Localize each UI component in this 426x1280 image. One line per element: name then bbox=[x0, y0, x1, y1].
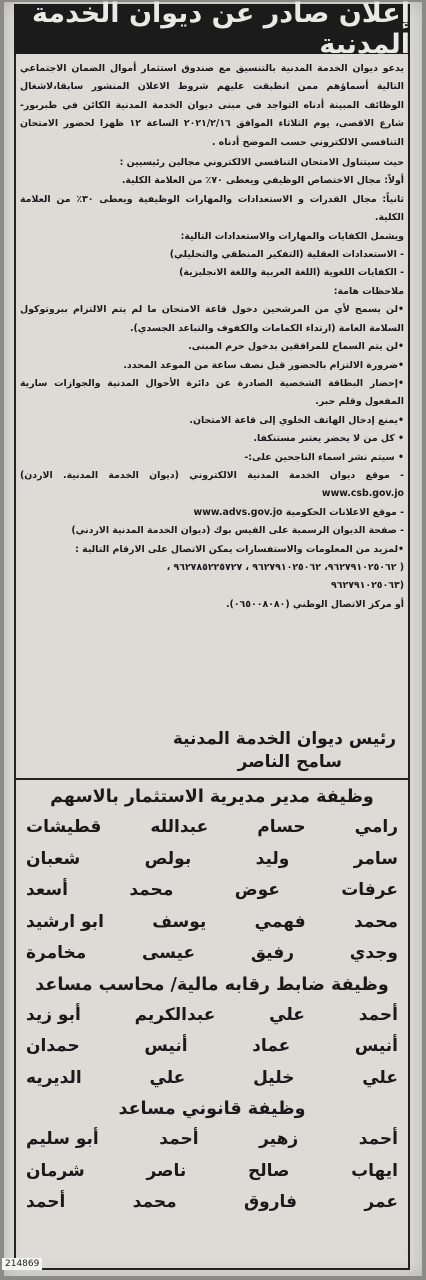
website-item bbox=[20, 504, 404, 522]
website-url: www.csb.gov.jo bbox=[321, 488, 404, 500]
candidates-list bbox=[26, 782, 398, 1219]
candidate-row bbox=[26, 1000, 398, 1032]
note-item: •يمنع إدخال الهاتف الخلوي إلى قاعة الامتحان. bbox=[189, 414, 404, 426]
candidate-name-part: قطيشات bbox=[26, 817, 102, 837]
candidate-name-part: أنيس bbox=[144, 1036, 188, 1056]
candidate-name-part: عماد bbox=[252, 1036, 291, 1056]
candidate-row bbox=[26, 1187, 398, 1219]
candidate-name-part: ناصر bbox=[146, 1160, 187, 1181]
candidate-name-part: ايهاب bbox=[351, 1160, 398, 1181]
candidate-name-part: عوض bbox=[234, 880, 280, 900]
candidate-name-part: فاروق bbox=[243, 1192, 298, 1212]
candidate-name-part: يوسف bbox=[152, 911, 207, 932]
candidate-name-part: أسعد bbox=[26, 880, 68, 900]
candidate-name-part: مخامرة bbox=[26, 943, 87, 963]
facebook-page-item: - صفحة الديوان الرسمية على الفيس بوك (ديوان الخدمة المدنية الاردني) bbox=[71, 525, 404, 537]
candidate-name-part: عيسى bbox=[142, 943, 196, 963]
candidate-name-part: عبدالله bbox=[150, 817, 209, 837]
candidate-row bbox=[26, 1156, 398, 1188]
candidate-name-part: زهير bbox=[259, 1129, 299, 1149]
signature-block bbox=[86, 728, 396, 774]
candidate-row bbox=[26, 1124, 398, 1156]
candidate-name-part: رامي bbox=[354, 817, 398, 837]
candidate-name-part: صالح bbox=[247, 1160, 290, 1181]
exam-field-2: ثانياً: مجال القدرات و الاستعدادات والمهارات الوظيفية ويعطى ٣٠٪ من العلامة الكلية. bbox=[20, 193, 405, 224]
note-item: •لن يسمح لأي من المرشحين دخول قاعة الامتحان ما لم يتم الالتزام ببروتوكول السلامة العامة (ارتداء الكمامات والكفوف والتباعد الجسدي). bbox=[20, 304, 404, 334]
candidate-row bbox=[26, 844, 398, 876]
phone-numbers: ( ٩٦٢٧٩١٠٢٥٠٦٢، ٩٦٢٧٩١٠٢٥٠٦٢ ، ٩٦٢٧٨٥٢٢٥٧٢٧ ، bbox=[166, 561, 404, 573]
phone-numbers: (٩٦٢٧٩١٠٢٥٠٦٣ bbox=[331, 580, 404, 592]
candidate-row bbox=[26, 907, 398, 939]
contact-intro: •لمزيد من المعلومات والاستفسارات يمكن الاتصال على الارقام التالية : bbox=[75, 543, 404, 555]
note-item: •لن يتم السماح للمرافقين بدخول حرم المبنى. bbox=[188, 341, 404, 353]
skill-item: - الكفايات اللغوية (اللغة العربية واللغة الانجليزية) bbox=[179, 267, 404, 279]
candidate-name-part: أبو سليم bbox=[26, 1129, 99, 1149]
website-item bbox=[20, 467, 404, 504]
job-title: وظيفة قانوني مساعد bbox=[118, 1099, 306, 1119]
note-item: • كل من لا يحضر يعتبر مستنكفا. bbox=[253, 433, 404, 445]
announcement-title: إعلان صادر عن ديوان الخدمة المدنية bbox=[14, 4, 410, 54]
exam-field-1: أولاً: مجال الاختصاص الوظيفي ويعطى ٧٠٪ من العلامة الكلية. bbox=[121, 175, 404, 187]
candidate-name-part: خليل bbox=[253, 1067, 295, 1088]
candidate-name-part: عمر bbox=[364, 1192, 398, 1212]
candidate-name-part: أحمد bbox=[358, 1129, 398, 1149]
candidate-name-part: علي bbox=[269, 1004, 305, 1025]
candidate-name-part: فهمي bbox=[254, 911, 306, 932]
candidate-row bbox=[26, 938, 398, 970]
candidate-name-part: أحمد bbox=[26, 1192, 66, 1212]
website-url: www.advs.gov.jo bbox=[193, 506, 283, 518]
candidate-name-part: ابو ارشيد bbox=[26, 911, 104, 932]
job-title: وظيفة ضابط رقابه مالية/ محاسب مساعد bbox=[35, 974, 389, 995]
ad-number: 214869 bbox=[2, 1258, 42, 1270]
note-item: •ضرورة الالتزام بالحضور قبل نصف ساعة من الموعد المحدد. bbox=[123, 359, 404, 371]
note-item: •إحضار البطاقة الشخصية الصادرة عن دائرة الأحوال المدنية والجوازات سارية المفعول وقلم حبر. bbox=[20, 377, 404, 408]
skills-intro: ويشمل الكفايات والمهارات والاستعدادات التالية: bbox=[180, 230, 404, 242]
national-call-center: أو مركز الاتصال الوطني (٠٦٥٠٠٨٠٨٠). bbox=[225, 598, 404, 610]
candidate-name-part: محمد bbox=[129, 880, 174, 900]
candidate-name-part: الديريه bbox=[26, 1067, 82, 1088]
candidate-name-part: بولص bbox=[144, 848, 192, 869]
candidate-name-part: علي bbox=[362, 1067, 398, 1088]
candidate-name-part: سامر bbox=[353, 848, 398, 869]
candidate-name-part: محمد bbox=[354, 911, 398, 932]
candidate-name-part: حمدان bbox=[26, 1036, 80, 1056]
candidate-name-part: أحمد bbox=[358, 1004, 398, 1025]
notes-title: ملاحظات هامة: bbox=[333, 285, 404, 297]
section-divider bbox=[14, 778, 410, 780]
announcement-body bbox=[20, 60, 404, 614]
intro-paragraph: يدعو ديوان الخدمة المدنية بالتنسيق مع صندوق استثمار أموال الضمان الاجتماعي التالية أسماؤهم ممن انطبقت عليهم شروط الاعلان المنشور سابقا،لاشغال الوظائف المبينة أدناه التواجد في مبنى ديوان الخدمة المدنية الكائن في طبربور- شارع الاقصى، يوم الثلاثاء الموافق ٢٠٢١/٢/١٦ الساعة ١٢ ظهرا لحضور الامتحان التنافسي الالكتروني حسب الموضح أدناه . bbox=[20, 63, 404, 148]
job-title: وظيفة مدير مديرية الاستثمار بالاسهم bbox=[50, 787, 374, 807]
candidate-name-part: أبو زيد bbox=[26, 1004, 81, 1025]
signature-name: سامح الناصر bbox=[237, 752, 342, 772]
candidate-name-part: شرمان bbox=[26, 1160, 85, 1181]
candidate-name-part: علي bbox=[149, 1067, 186, 1088]
candidate-name-part: وليد bbox=[255, 848, 290, 869]
candidate-row bbox=[26, 1031, 398, 1063]
candidate-name-part: أحمد bbox=[159, 1129, 199, 1149]
candidate-row bbox=[26, 812, 398, 844]
exam-intro: حيث سيتناول الامتحان التنافسي الالكتروني مجالين رئيسيين : bbox=[119, 157, 404, 169]
website-label: - موقع ديوان الخدمة المدنية الالكتروني (ديوان الخدمة المدنية. الاردن) bbox=[20, 469, 404, 481]
candidate-name-part: عبدالكريم bbox=[134, 1004, 216, 1025]
candidate-name-part: أنيس bbox=[354, 1036, 398, 1056]
website-label: - موقع الاعلانات الحكومية bbox=[285, 506, 404, 518]
candidate-name-part: شعبان bbox=[26, 848, 81, 869]
skill-item: - الاستعدادات العقلية (التفكير المنطقي والتحليلي) bbox=[169, 249, 404, 261]
candidate-name-part: عرفات bbox=[341, 880, 398, 900]
candidate-name-part: رفيق bbox=[250, 943, 295, 963]
candidate-name-part: محمد bbox=[132, 1192, 177, 1212]
candidate-name-part: وجدي bbox=[349, 943, 398, 963]
candidate-row bbox=[26, 875, 398, 907]
note-item: • سيتم نشر اسماء الناجحين على:- bbox=[244, 451, 404, 463]
candidate-row bbox=[26, 1063, 398, 1095]
signature-title: رئيس ديوان الخدمة المدنية bbox=[172, 729, 396, 749]
candidate-name-part: حسام bbox=[257, 817, 306, 837]
